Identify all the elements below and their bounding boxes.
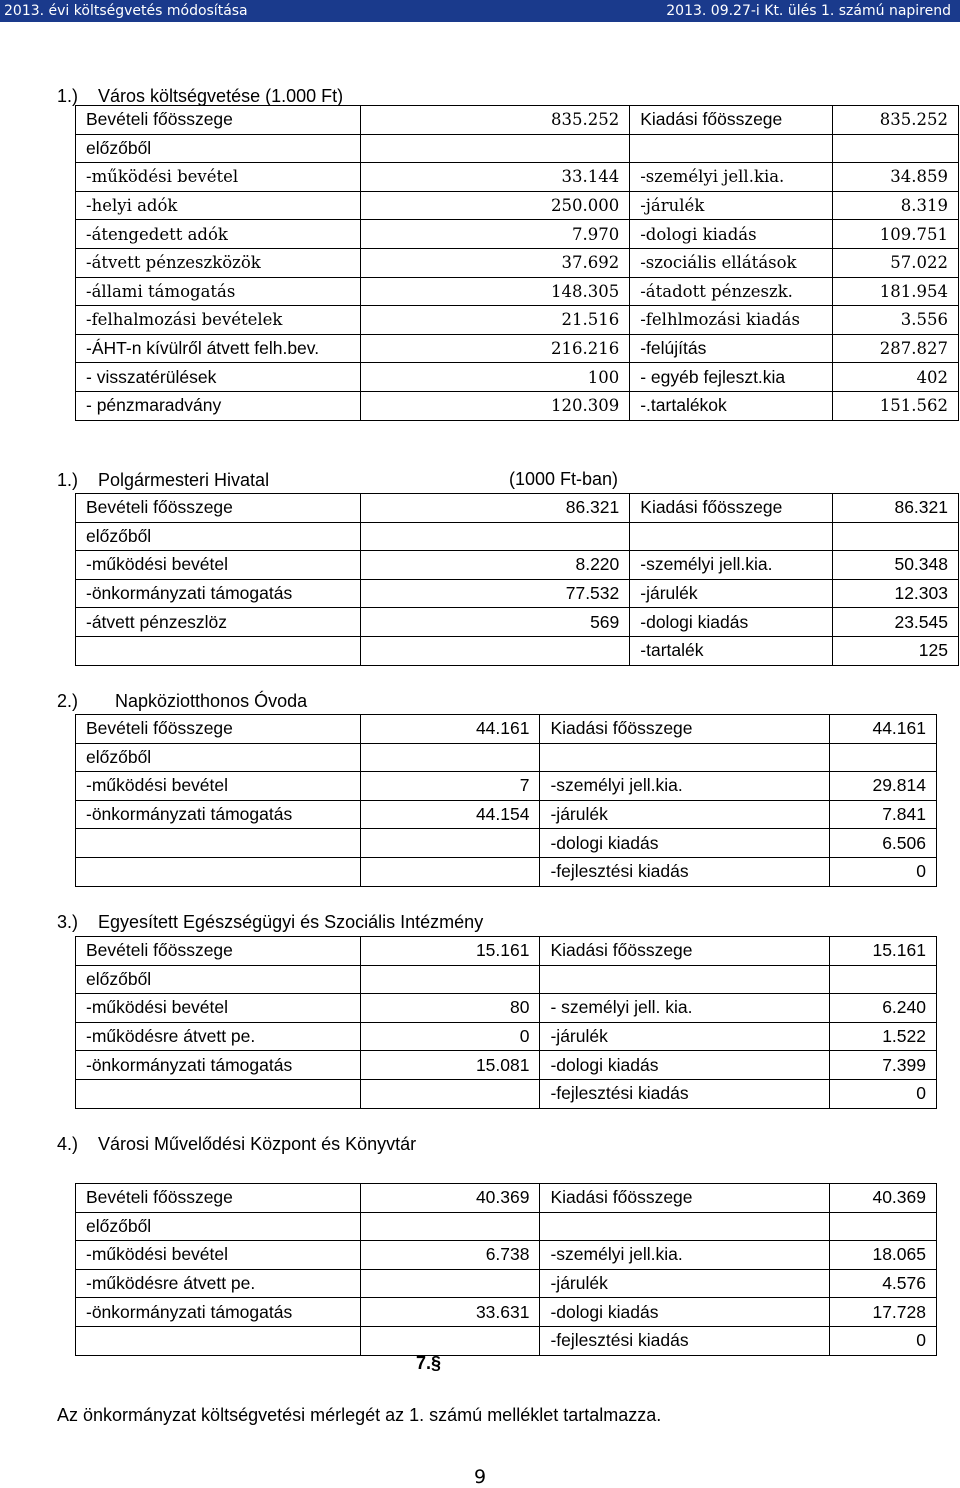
table-row — [76, 1022, 937, 1051]
row-label-cell: -dologi kiadás — [630, 220, 833, 249]
amount-cell: 8.220 — [360, 551, 629, 580]
row-label-cell: -felhalmozási bevételek — [76, 306, 361, 335]
section-title-city-budget: 1.) Város költségvetése (1.000 Ft) — [57, 86, 344, 106]
row-label-cell: - személyi jell. kia. — [540, 994, 830, 1023]
row-label-cell: -működési bevétel — [76, 551, 361, 580]
table-row — [76, 551, 959, 580]
amount-cell: 86.321 — [360, 494, 629, 523]
amount-cell: 120.309 — [360, 391, 629, 420]
row-label-cell: Bevételi főösszege — [76, 1184, 361, 1213]
amount-cell — [360, 1269, 540, 1298]
amount-cell: 44.161 — [830, 715, 937, 744]
row-label-cell: -ÁHT-n kívülről átvett felh.bev. — [76, 334, 361, 363]
amount-cell: 148.305 — [360, 277, 629, 306]
row-label-cell: -önkormányzati támogatás — [76, 1051, 361, 1080]
row-label-cell: Bevételi főösszege — [76, 715, 361, 744]
amount-cell: 40.369 — [360, 1184, 540, 1213]
budget-table-cultural-center — [75, 1183, 937, 1356]
amount-cell: 17.728 — [830, 1298, 937, 1327]
row-label-cell: -átvett pénzeszközök — [76, 248, 361, 277]
row-label-cell: -önkormányzati támogatás — [76, 1298, 361, 1327]
row-label-cell: -átengedett adók — [76, 220, 361, 249]
table-row — [76, 522, 959, 551]
table-row — [76, 248, 959, 277]
amount-cell: 1.522 — [830, 1022, 937, 1051]
row-label-cell: -dologi kiadás — [540, 829, 830, 858]
amount-cell: 15.081 — [360, 1051, 540, 1080]
section-title-mayors-office: 1.) Polgármesteri Hivatal — [57, 470, 270, 490]
amount-cell: 15.161 — [830, 937, 937, 966]
amount-cell: 44.154 — [360, 800, 540, 829]
amount-cell: 7.399 — [830, 1051, 937, 1080]
row-label-cell: -fejlesztési kiadás — [540, 1079, 830, 1108]
amount-cell: 6.506 — [830, 829, 937, 858]
row-label-cell: -átadott pénzeszk. — [630, 277, 833, 306]
row-label-cell: -járulék — [540, 1022, 830, 1051]
row-label-cell — [540, 743, 830, 772]
row-label-cell: -működési bevétel — [76, 163, 361, 192]
amount-cell — [830, 965, 937, 994]
amount-cell: 40.369 — [830, 1184, 937, 1213]
amount-cell: 57.022 — [833, 248, 959, 277]
table-row — [76, 965, 937, 994]
table-row — [76, 334, 959, 363]
amount-cell: 287.827 — [833, 334, 959, 363]
row-label-cell: -személyi jell.kia. — [540, 1241, 830, 1270]
row-label-cell: -.tartalékok — [630, 391, 833, 420]
row-label-cell: Kiadási főösszege — [540, 715, 830, 744]
row-label-cell: -személyi jell.kia. — [630, 551, 833, 580]
amount-cell: 33.144 — [360, 163, 629, 192]
row-label-cell: -személyi jell.kia. — [630, 163, 833, 192]
row-label-cell — [540, 965, 830, 994]
table-row — [76, 743, 937, 772]
row-label-cell — [630, 522, 833, 551]
amount-cell: 6.738 — [360, 1241, 540, 1270]
row-label-cell: -személyi jell.kia. — [540, 772, 830, 801]
row-label-cell: -fejlesztési kiadás — [540, 857, 830, 886]
amount-cell: 21.516 — [360, 306, 629, 335]
row-label-cell: -működési bevétel — [76, 1241, 361, 1270]
amount-cell: 34.859 — [833, 163, 959, 192]
amount-cell: 18.065 — [830, 1241, 937, 1270]
amount-cell: 80 — [360, 994, 540, 1023]
table-row — [76, 715, 937, 744]
table-row — [76, 1184, 937, 1213]
amount-cell: 8.319 — [833, 191, 959, 220]
amount-cell: 7 — [360, 772, 540, 801]
amount-cell — [360, 743, 540, 772]
table-row — [76, 277, 959, 306]
section-title-cultural-center: 4.) Városi Művelődési Központ és Könyvtár — [57, 1134, 417, 1154]
amount-cell — [830, 743, 937, 772]
row-label-cell: -dologi kiadás — [540, 1051, 830, 1080]
amount-cell: 6.240 — [830, 994, 937, 1023]
amount-cell — [833, 134, 959, 163]
budget-table-mayors-office — [75, 493, 959, 666]
row-label-cell: -önkormányzati támogatás — [76, 800, 361, 829]
row-label-cell: - egyéb fejleszt.kia — [630, 363, 833, 392]
row-label-cell: Kiadási főösszege — [540, 937, 830, 966]
unit-label: (1000 Ft-ban) — [509, 469, 619, 489]
row-label-cell: előzőből — [76, 743, 361, 772]
amount-cell: 37.692 — [360, 248, 629, 277]
table-row — [76, 636, 959, 665]
table-row — [76, 994, 937, 1023]
row-label-cell — [76, 1326, 361, 1355]
budget-table-health-institution — [75, 936, 937, 1109]
row-label-cell: Bevételi főösszege — [76, 494, 361, 523]
amount-cell: 7.841 — [830, 800, 937, 829]
row-label-cell: -működési bevétel — [76, 994, 361, 1023]
amount-cell: 0 — [830, 1326, 937, 1355]
table-row — [76, 1298, 937, 1327]
table-row — [76, 1269, 937, 1298]
row-label-cell: -felújítás — [630, 334, 833, 363]
row-label-cell: -működésre átvett pe. — [76, 1022, 361, 1051]
amount-cell — [360, 965, 540, 994]
amount-cell: 181.954 — [833, 277, 959, 306]
amount-cell: 29.814 — [830, 772, 937, 801]
amount-cell: 50.348 — [833, 551, 959, 580]
budget-table-city — [75, 105, 959, 421]
row-label-cell: - pénzmaradvány — [76, 391, 361, 420]
table-row — [76, 829, 937, 858]
header-agenda: 2013. 09.27-i Kt. ülés 1. számú napirend — [666, 3, 951, 19]
amount-cell — [830, 1212, 937, 1241]
row-label-cell: -járulék — [630, 579, 833, 608]
row-label-cell — [630, 134, 833, 163]
table-row — [76, 494, 959, 523]
amount-cell: 402 — [833, 363, 959, 392]
row-label-cell: Bevételi főösszege — [76, 937, 361, 966]
amount-cell: 0 — [830, 1079, 937, 1108]
amount-cell: 100 — [360, 363, 629, 392]
amount-cell — [360, 1326, 540, 1355]
amount-cell: 216.216 — [360, 334, 629, 363]
amount-cell: 835.252 — [360, 106, 629, 135]
amount-cell: 109.751 — [833, 220, 959, 249]
row-label-cell: -dologi kiadás — [630, 608, 833, 637]
table-row — [76, 220, 959, 249]
amount-cell: 151.562 — [833, 391, 959, 420]
amount-cell: 125 — [833, 636, 959, 665]
table-row — [76, 1051, 937, 1080]
table-row — [76, 391, 959, 420]
table-row — [76, 163, 959, 192]
table-row — [76, 1326, 937, 1355]
row-label-cell: -felhlmozási kiadás — [630, 306, 833, 335]
row-label-cell: előzőből — [76, 1212, 361, 1241]
table-row — [76, 306, 959, 335]
amount-cell: 23.545 — [833, 608, 959, 637]
table-row — [76, 608, 959, 637]
row-label-cell: -járulék — [630, 191, 833, 220]
row-label-cell: -szociális ellátások — [630, 248, 833, 277]
row-label-cell: - visszatérülések — [76, 363, 361, 392]
footer-note: Az önkormányzat költségvetési mérlegét az 1. számú melléklet tartalmazza. — [57, 1405, 662, 1425]
table-row — [76, 106, 959, 135]
row-label-cell: -helyi adók — [76, 191, 361, 220]
amount-cell: 7.970 — [360, 220, 629, 249]
amount-cell: 569 — [360, 608, 629, 637]
table-row — [76, 800, 937, 829]
row-label-cell: Bevételi főösszege — [76, 106, 361, 135]
amount-cell: 4.576 — [830, 1269, 937, 1298]
row-label-cell: -járulék — [540, 800, 830, 829]
budget-table-kindergarten — [75, 714, 937, 887]
amount-cell — [360, 522, 629, 551]
row-label-cell: -önkormányzati támogatás — [76, 579, 361, 608]
table-row — [76, 579, 959, 608]
table-row — [76, 1241, 937, 1270]
table-row — [76, 363, 959, 392]
amount-cell: 33.631 — [360, 1298, 540, 1327]
table-row — [76, 191, 959, 220]
paragraph-mark: 7.§ — [416, 1353, 442, 1373]
amount-cell: 44.161 — [360, 715, 540, 744]
table-row — [76, 857, 937, 886]
amount-cell: 0 — [830, 857, 937, 886]
table-row — [76, 937, 937, 966]
page-number: 9 — [474, 1466, 487, 1488]
amount-cell: 77.532 — [360, 579, 629, 608]
amount-cell — [360, 829, 540, 858]
row-label-cell: -fejlesztési kiadás — [540, 1326, 830, 1355]
section-title-kindergarten: 2.) Napköziotthonos Óvoda — [57, 691, 308, 711]
amount-cell: 86.321 — [833, 494, 959, 523]
row-label-cell — [76, 857, 361, 886]
amount-cell: 12.303 — [833, 579, 959, 608]
table-row — [76, 772, 937, 801]
row-label-cell: előzőből — [76, 134, 361, 163]
amount-cell: 3.556 — [833, 306, 959, 335]
row-label-cell: -dologi kiadás — [540, 1298, 830, 1327]
amount-cell: 0 — [360, 1022, 540, 1051]
amount-cell: 835.252 — [833, 106, 959, 135]
row-label-cell: -működési bevétel — [76, 772, 361, 801]
amount-cell — [360, 857, 540, 886]
row-label-cell: -átvett pénzeszlöz — [76, 608, 361, 637]
row-label-cell: Kiadási főösszege — [630, 494, 833, 523]
table-row — [76, 1079, 937, 1108]
amount-cell: 15.161 — [360, 937, 540, 966]
header-title: 2013. évi költségvetés módosítása — [4, 3, 248, 19]
row-label-cell: -tartalék — [630, 636, 833, 665]
row-label-cell — [76, 636, 361, 665]
row-label-cell — [76, 829, 361, 858]
row-label-cell: -járulék — [540, 1269, 830, 1298]
amount-cell — [360, 636, 629, 665]
row-label-cell — [76, 1079, 361, 1108]
row-label-cell: Kiadási főösszege — [540, 1184, 830, 1213]
amount-cell — [360, 1079, 540, 1108]
document-header — [0, 0, 960, 22]
section-title-health-institution: 3.) Egyesített Egészségügyi és Szociális Intézmény — [57, 912, 484, 932]
table-row — [76, 1212, 937, 1241]
row-label-cell: Kiadási főösszege — [630, 106, 833, 135]
amount-cell — [833, 522, 959, 551]
row-label-cell: előzőből — [76, 522, 361, 551]
row-label-cell: -állami támogatás — [76, 277, 361, 306]
amount-cell — [360, 134, 629, 163]
row-label-cell: -működésre átvett pe. — [76, 1269, 361, 1298]
amount-cell: 250.000 — [360, 191, 629, 220]
amount-cell — [360, 1212, 540, 1241]
row-label-cell: előzőből — [76, 965, 361, 994]
table-row — [76, 134, 959, 163]
row-label-cell — [540, 1212, 830, 1241]
